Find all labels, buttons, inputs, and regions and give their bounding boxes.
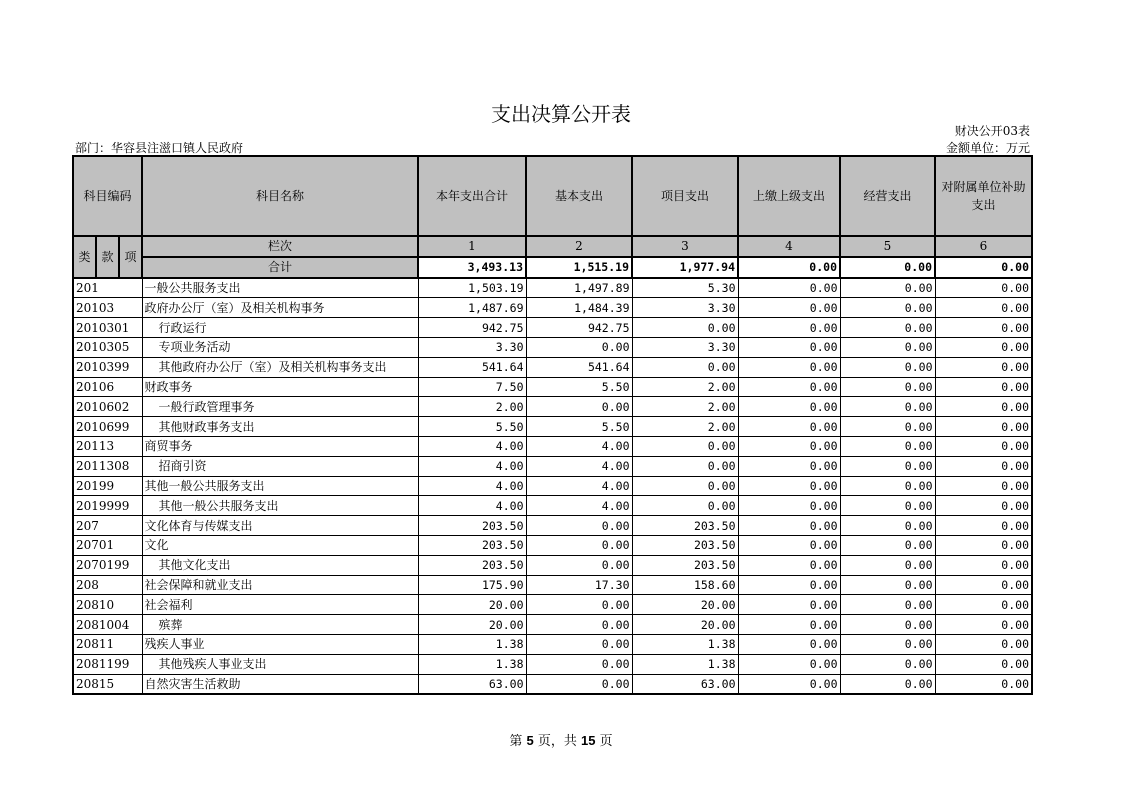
row-value: 0.00	[840, 595, 935, 615]
row-value: 4.00	[418, 456, 526, 476]
row-value: 0.00	[738, 357, 840, 377]
row-value: 0.00	[526, 674, 632, 694]
row-value: 0.00	[526, 397, 632, 417]
table-row	[73, 417, 1032, 437]
row-name: 其他一般公共服务支出	[142, 496, 418, 516]
row-name: 残疾人事业	[142, 634, 418, 654]
table-row	[73, 278, 1032, 298]
row-code: 2010305	[73, 337, 142, 357]
row-value: 4.00	[418, 436, 526, 456]
row-value: 0.00	[840, 476, 935, 496]
total-value: 1,515.19	[526, 257, 632, 278]
row-value: 0.00	[738, 674, 840, 694]
row-value: 0.00	[632, 496, 738, 516]
row-name: 一般公共服务支出	[142, 278, 418, 298]
col-number: 5	[840, 236, 935, 257]
row-value: 0.00	[840, 535, 935, 555]
total-value: 0.00	[840, 257, 935, 278]
row-code: 20113	[73, 436, 142, 456]
header-col: 经营支出	[840, 156, 935, 236]
row-value: 0.00	[840, 357, 935, 377]
row-value: 20.00	[632, 615, 738, 635]
table-row	[73, 654, 1032, 674]
row-code: 207	[73, 516, 142, 536]
row-value: 7.50	[418, 377, 526, 397]
header-row	[73, 156, 1032, 236]
row-value: 158.60	[632, 575, 738, 595]
row-value: 0.00	[840, 674, 935, 694]
row-value: 0.00	[738, 436, 840, 456]
row-value: 0.00	[840, 654, 935, 674]
lanci-label: 栏次	[142, 236, 418, 257]
row-value: 0.00	[935, 298, 1032, 318]
row-name: 招商引资	[142, 456, 418, 476]
row-value: 175.90	[418, 575, 526, 595]
row-code: 20811	[73, 634, 142, 654]
row-value: 0.00	[840, 575, 935, 595]
row-value: 0.00	[738, 496, 840, 516]
department: 部门：华容县注滋口镇人民政府	[75, 141, 244, 155]
row-value: 0.00	[935, 357, 1032, 377]
row-value: 0.00	[738, 575, 840, 595]
row-name: 其他文化支出	[142, 555, 418, 575]
row-value: 0.00	[935, 535, 1032, 555]
row-value: 942.75	[526, 318, 632, 338]
row-value: 0.00	[935, 417, 1032, 437]
row-value: 541.64	[526, 357, 632, 377]
row-value: 0.00	[935, 397, 1032, 417]
row-value: 1.38	[632, 654, 738, 674]
row-value: 0.00	[738, 634, 840, 654]
row-value: 17.30	[526, 575, 632, 595]
table-row	[73, 318, 1032, 338]
row-value: 5.50	[526, 417, 632, 437]
row-code: 2010301	[73, 318, 142, 338]
header-col: 本年支出合计	[418, 156, 526, 236]
row-code: 2010699	[73, 417, 142, 437]
table-row	[73, 397, 1032, 417]
row-value: 0.00	[840, 318, 935, 338]
expenditure-table	[72, 155, 1033, 695]
row-value: 0.00	[840, 634, 935, 654]
row-code: 20815	[73, 674, 142, 694]
page-footer	[0, 730, 1122, 749]
total-value: 0.00	[738, 257, 840, 278]
row-value: 0.00	[632, 357, 738, 377]
row-value: 0.00	[738, 535, 840, 555]
row-value: 0.00	[840, 496, 935, 516]
row-code: 2081004	[73, 615, 142, 635]
table-row	[73, 337, 1032, 357]
row-value: 0.00	[526, 654, 632, 674]
table-row	[73, 575, 1032, 595]
row-value: 5.30	[632, 278, 738, 298]
row-value: 4.00	[418, 496, 526, 516]
page-title: 支出决算公开表	[491, 102, 631, 126]
row-value: 203.50	[418, 555, 526, 575]
row-name: 社会保障和就业支出	[142, 575, 418, 595]
table-row	[73, 496, 1032, 516]
total-label: 合计	[142, 257, 418, 278]
row-value: 2.00	[632, 417, 738, 437]
row-name: 其他政府办公厅（室）及相关机构事务支出	[142, 357, 418, 377]
row-value: 0.00	[935, 456, 1032, 476]
total-pages: 15	[581, 733, 596, 748]
header-xiang: 项	[119, 236, 142, 278]
row-value: 0.00	[935, 516, 1032, 536]
row-value: 2.00	[632, 377, 738, 397]
row-value: 0.00	[935, 634, 1032, 654]
row-value: 0.00	[840, 436, 935, 456]
row-value: 0.00	[526, 337, 632, 357]
row-name: 一般行政管理事务	[142, 397, 418, 417]
row-value: 0.00	[738, 318, 840, 338]
row-value: 0.00	[738, 595, 840, 615]
row-code: 2070199	[73, 555, 142, 575]
header-col: 上缴上级支出	[738, 156, 840, 236]
col-number: 2	[526, 236, 632, 257]
row-value: 0.00	[935, 555, 1032, 575]
row-name: 社会福利	[142, 595, 418, 615]
row-value: 2.00	[418, 397, 526, 417]
page-number: 5	[526, 733, 534, 748]
row-code: 20701	[73, 535, 142, 555]
row-code: 20103	[73, 298, 142, 318]
header-col: 基本支出	[526, 156, 632, 236]
row-value: 0.00	[738, 516, 840, 536]
table-row	[73, 357, 1032, 377]
row-value: 0.00	[840, 337, 935, 357]
row-value: 203.50	[632, 555, 738, 575]
row-name: 行政运行	[142, 318, 418, 338]
row-name: 其他一般公共服务支出	[142, 476, 418, 496]
row-code: 20810	[73, 595, 142, 615]
table-row	[73, 298, 1032, 318]
table-row	[73, 595, 1032, 615]
row-name: 其他残疾人事业支出	[142, 654, 418, 674]
row-value: 0.00	[935, 377, 1032, 397]
col-number: 1	[418, 236, 526, 257]
row-value: 20.00	[418, 595, 526, 615]
row-value: 0.00	[632, 476, 738, 496]
row-name: 财政事务	[142, 377, 418, 397]
header-kuan: 款	[96, 236, 119, 278]
row-value: 3.30	[418, 337, 526, 357]
footer-text: 页，共	[537, 734, 577, 749]
table-row	[73, 516, 1032, 536]
column-number-row	[73, 236, 1032, 257]
row-value: 541.64	[418, 357, 526, 377]
total-value: 3,493.13	[418, 257, 526, 278]
row-value: 0.00	[738, 417, 840, 437]
row-code: 2019999	[73, 496, 142, 516]
header-name: 科目名称	[142, 156, 418, 236]
row-value: 0.00	[935, 436, 1032, 456]
row-value: 1.38	[418, 634, 526, 654]
row-value: 0.00	[840, 377, 935, 397]
row-value: 63.00	[418, 674, 526, 694]
header-code: 科目编码	[73, 156, 142, 236]
row-value: 0.00	[738, 377, 840, 397]
row-value: 4.00	[526, 496, 632, 516]
row-value: 4.00	[418, 476, 526, 496]
row-value: 4.00	[526, 456, 632, 476]
table-row	[73, 436, 1032, 456]
total-value: 1,977.94	[632, 257, 738, 278]
row-value: 3.30	[632, 337, 738, 357]
row-value: 0.00	[632, 436, 738, 456]
row-name: 商贸事务	[142, 436, 418, 456]
row-value: 1,497.89	[526, 278, 632, 298]
row-value: 20.00	[632, 595, 738, 615]
row-code: 20199	[73, 476, 142, 496]
table-row	[73, 674, 1032, 694]
row-value: 63.00	[632, 674, 738, 694]
table-row	[73, 634, 1032, 654]
row-value: 0.00	[840, 555, 935, 575]
row-value: 5.50	[418, 417, 526, 437]
row-value: 5.50	[526, 377, 632, 397]
row-code: 2081199	[73, 654, 142, 674]
row-value: 0.00	[935, 595, 1032, 615]
row-value: 0.00	[526, 516, 632, 536]
row-code: 2010602	[73, 397, 142, 417]
row-value: 203.50	[418, 535, 526, 555]
row-value: 0.00	[840, 456, 935, 476]
table-row	[73, 535, 1032, 555]
row-name: 其他财政事务支出	[142, 417, 418, 437]
row-code: 201	[73, 278, 142, 298]
row-value: 0.00	[738, 456, 840, 476]
table-row	[73, 555, 1032, 575]
row-value: 20.00	[418, 615, 526, 635]
form-number: 财决公开03表	[954, 124, 1030, 138]
table-row	[73, 456, 1032, 476]
row-value: 203.50	[632, 516, 738, 536]
row-value: 0.00	[840, 516, 935, 536]
row-name: 文化体育与传媒支出	[142, 516, 418, 536]
row-value: 942.75	[418, 318, 526, 338]
row-value: 0.00	[935, 674, 1032, 694]
row-name: 自然灾害生活救助	[142, 674, 418, 694]
row-value: 0.00	[935, 337, 1032, 357]
row-value: 0.00	[738, 615, 840, 635]
row-value: 0.00	[840, 298, 935, 318]
row-value: 0.00	[935, 654, 1032, 674]
row-name: 文化	[142, 535, 418, 555]
row-value: 1,487.69	[418, 298, 526, 318]
row-name: 政府办公厅（室）及相关机构事务	[142, 298, 418, 318]
row-value: 1.38	[418, 654, 526, 674]
col-number: 3	[632, 236, 738, 257]
row-value: 0.00	[840, 417, 935, 437]
header-col: 对附属单位补助支出	[935, 156, 1032, 236]
row-code: 208	[73, 575, 142, 595]
col-number: 4	[738, 236, 840, 257]
row-value: 0.00	[840, 278, 935, 298]
row-code: 20106	[73, 377, 142, 397]
row-value: 4.00	[526, 476, 632, 496]
row-value: 0.00	[738, 555, 840, 575]
row-code: 2011308	[73, 456, 142, 476]
row-value: 2.00	[632, 397, 738, 417]
row-value: 0.00	[935, 575, 1032, 595]
table-row	[73, 476, 1032, 496]
row-value: 1,484.39	[526, 298, 632, 318]
col-number: 6	[935, 236, 1032, 257]
header-lei: 类	[73, 236, 96, 278]
row-value: 0.00	[935, 278, 1032, 298]
row-value: 0.00	[840, 397, 935, 417]
amount-unit: 金额单位：万元	[945, 141, 1030, 155]
row-value: 0.00	[632, 318, 738, 338]
row-value: 0.00	[526, 634, 632, 654]
table-row	[73, 377, 1032, 397]
row-value: 1,503.19	[418, 278, 526, 298]
row-value: 0.00	[526, 555, 632, 575]
footer-text: 第	[509, 734, 523, 749]
row-value: 3.30	[632, 298, 738, 318]
total-value: 0.00	[935, 257, 1032, 278]
total-row	[73, 257, 1032, 278]
row-value: 0.00	[526, 615, 632, 635]
row-value: 0.00	[935, 476, 1032, 496]
row-value: 0.00	[935, 615, 1032, 635]
table-row	[73, 615, 1032, 635]
row-value: 1.38	[632, 634, 738, 654]
row-value: 0.00	[738, 278, 840, 298]
row-value: 0.00	[840, 615, 935, 635]
header-col: 项目支出	[632, 156, 738, 236]
row-name: 专项业务活动	[142, 337, 418, 357]
row-value: 203.50	[418, 516, 526, 536]
row-value: 0.00	[738, 337, 840, 357]
row-code: 2010399	[73, 357, 142, 377]
row-value: 0.00	[935, 496, 1032, 516]
row-value: 0.00	[738, 397, 840, 417]
row-value: 0.00	[632, 456, 738, 476]
row-value: 0.00	[526, 595, 632, 615]
row-name: 殡葬	[142, 615, 418, 635]
row-value: 0.00	[935, 318, 1032, 338]
row-value: 0.00	[738, 654, 840, 674]
row-value: 203.50	[632, 535, 738, 555]
row-value: 4.00	[526, 436, 632, 456]
row-value: 0.00	[738, 298, 840, 318]
footer-text: 页	[599, 734, 613, 749]
row-value: 0.00	[526, 535, 632, 555]
row-value: 0.00	[738, 476, 840, 496]
